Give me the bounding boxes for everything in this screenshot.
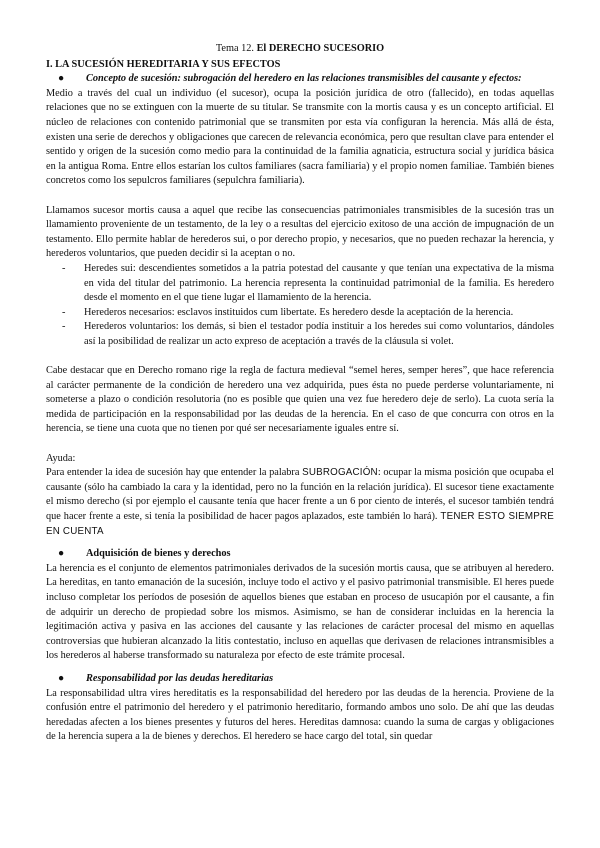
help-paragraph — [46, 466, 554, 539]
help-text-b: : ocupar la misma posición que ocupaba el causante (sólo ha cambiado la cara y la identidad, pero no la función en la relación jurídica). El sucesor tiene exactamente el mismo derecho (si por ejemplo el causante tenía que hacer frente a un 6 por ciento de interés, el sucesor también tendrá que hacer frente a este, si tenía la posibilidad de hacer pagos aplazados, este también lo hará). — [46, 467, 554, 522]
title-prefix: Tema 12. — [215, 43, 254, 54]
title-main: El DERECHO SUCESORIO — [256, 43, 385, 54]
list-item — [46, 262, 554, 306]
bullet-heading: Responsabilidad por las deudas hereditarias — [86, 672, 274, 684]
bullet-concepto — [46, 72, 554, 87]
help-text-a: Para entender la idea de sucesión hay que entender la palabra — [46, 467, 303, 479]
document-title — [46, 42, 554, 57]
list-item-text: Heredes sui: descendientes sometidos a la patria potestad del causante y que tenían una expectativa de la misma en vida del titular del patrimonio. La herencia representa la continuidad patrimonial de la familia. Es heredero desde el momento en el que tiene lugar el llamamiento de la herencia. — [84, 262, 554, 304]
help-label: Ayuda: — [46, 452, 76, 464]
dash-marker: - — [62, 262, 66, 274]
bullet-icon: ● — [58, 672, 65, 684]
paragraph-responsabilidad: La responsabilidad ultra vires hereditatis es la responsabilidad del heredero por las deudas de la herencia. Proviene de la confusión entre el patrimonio del heredero y el patrimonio hereditario, formando ambos uno solo. De ahí que las deudas heredadas afecten a los bienes presentes y futuros del heres. Hereditas damnosa: cuando la suma de cargas y obligaciones de la herencia supera a la de bienes y derechos. El heredero se hace cargo del total, sin quedar — [46, 687, 554, 743]
help-keyword: SUBROGACIÓN — [302, 467, 378, 479]
heirs-list — [46, 262, 554, 350]
dash-marker: - — [62, 306, 66, 318]
paragraph-adquisicion: La herencia es el conjunto de elementos patrimoniales derivados de la sucesión mortis causa, que se atribuyen al heredero. La hereditas, en tanto emanación de la sucesión, incluye todo el activo y el pasivo patrimonial transmisible. El heres puede incluso completar los períodos de posesión de aquellos bienes que estaban en proceso de usucapión por el causante, a fin de adquirir un derecho de propiedad sobre los mismos. Asimismo, se han de considerar incluidas en la herencia la legitimación activa y pasiva en las acciones del causante y las relaciones de carácter procesal del mismo en aquellas controversias que hubieran alcanzado la litis contestatio, incluso en aquellas que derivasen de relaciones intransmisibles a los herederos al haberse transformado su naturaleza por efecto de este trámite procesal. — [46, 562, 554, 662]
section-heading: I. LA SUCESIÓN HEREDITARIA Y SUS EFECTOS — [46, 58, 281, 70]
bullet-adquisicion — [46, 547, 554, 562]
list-item-text: Herederos voluntarios: los demás, si bien el testador podía instituir a los heredes sui como voluntarios, dándoles así la posibilidad de realizar un acto expreso de aceptación a través de la cláusula si volet. — [84, 321, 554, 347]
paragraph-concepto: Medio a través del cual un individuo (el sucesor), ocupa la posición jurídica de otro (fallecido), en todas aquellas relaciones que no se extinguen con la muerte de su titular. Se transmite con la mortis causa y es un concepto artificial. El núcleo de relaciones con contenido patrimonial que se transmiten por esta vía configuran la herencia. Más allá de ésta, existen una serie de derechos y obligaciones que carecen de relevancia económica, pero que resultan clave para entender el sentido y origen de la sucesión como medio para la continuidad de la familia agnaticia, estructura social y jurídica básica en la antigua Roma. Entre ellos estarían los cultos familiares (sacra familiaria) y el propio nomen familiae. También bienes concretos como los sepulcros familiares (sepulchra familiaria). — [46, 87, 554, 187]
paragraph-semel-heres: Cabe destacar que en Derecho romano rige la regla de factura medieval “semel heres, semper heres”, que hace referencia al carácter permanente de la condición de heredero una vez adquirida, pues ésta no puede perderse voluntariamente, ni someterse a plazo o condición resolutoria (no es posible que quien una vez fue heredero deje de serlo). La cuota sería la medida de participación en la responsabilidad por las deudas de la herencia. En el caso de que concurra con otros en la herencia, se tiene una cuota que no tienen por qué ser necesariamente iguales entre sí. — [46, 365, 554, 435]
dash-marker: - — [62, 321, 66, 333]
bullet-heading: Concepto de sucesión: subrogación del heredero en las relaciones transmisibles del causante y efectos: — [86, 73, 522, 85]
bullet-icon: ● — [58, 73, 65, 85]
paragraph-sucesor: Llamamos sucesor mortis causa a aquel que recibe las consecuencias patrimoniales transmisibles de la sucesión tras un llamamiento proveniente de un testamento, de la ley o a resultas del ejercicio exitoso de una acción de impugnación de un testamento. Ello permite hablar de herederos sui, o por derecho propio, y necesarios, que no pueden rechazar la herencia, y herederos voluntarios, que pueden decidir si la aceptan o no. — [46, 204, 554, 260]
bullet-responsabilidad — [46, 672, 554, 687]
list-item — [46, 306, 554, 321]
bullet-heading: Adquisición de bienes y derechos — [86, 548, 231, 560]
list-item — [46, 320, 554, 349]
bullet-icon: ● — [58, 548, 65, 560]
help-caps: TENER ESTO SIEMPRE EN CUENTA — [46, 511, 554, 537]
list-item-text: Herederos necesarios: esclavos instituidos cum libertate. Es heredero desde la aceptación de la herencia. — [84, 306, 514, 318]
